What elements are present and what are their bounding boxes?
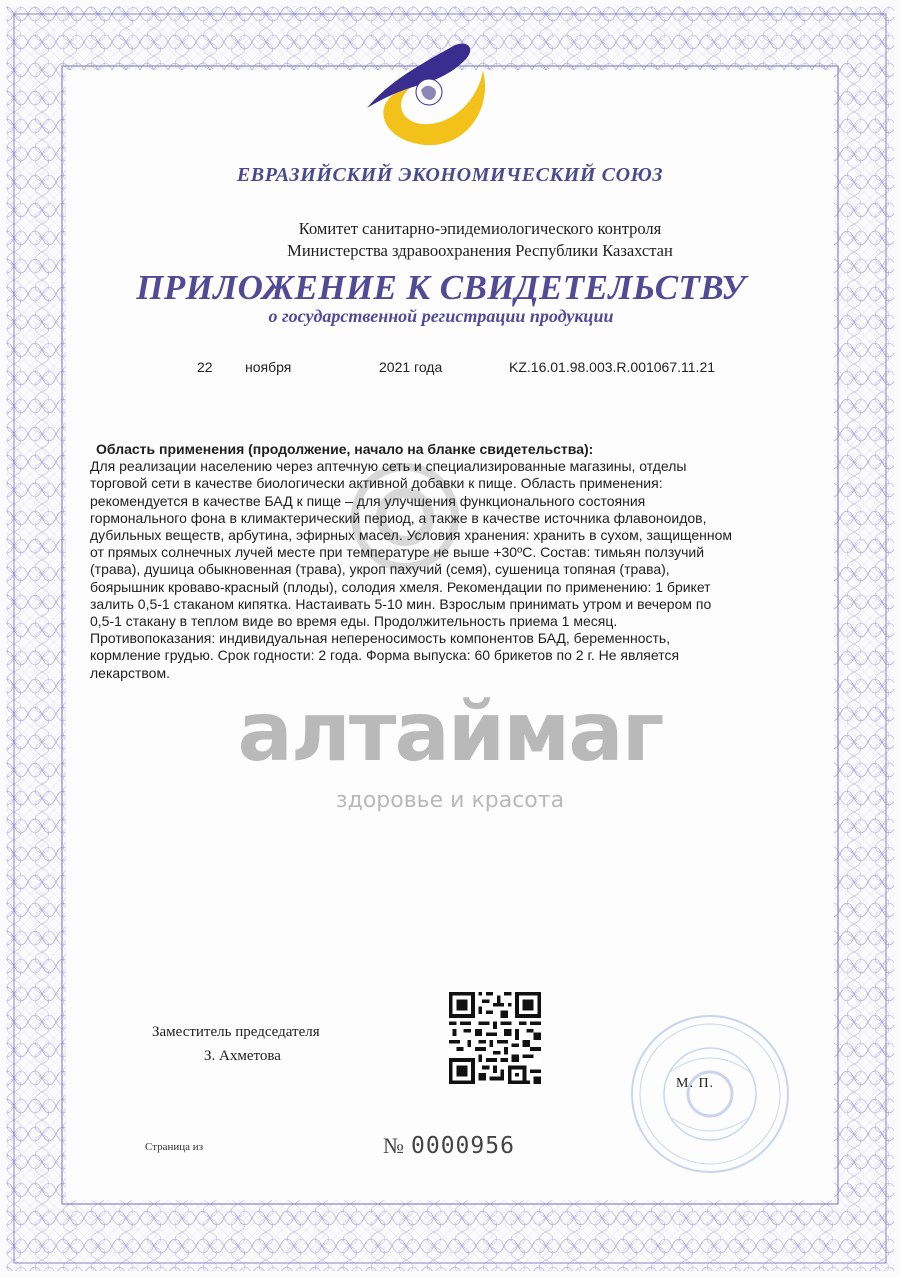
body-line: от прямых солнечных лучей месте при температуре не выше +30ºС. Состав: тимьян ползучий [90, 544, 705, 561]
signatory-role: Заместитель председателя [152, 1024, 320, 1040]
body-line: (трава), душица обыкновенная (трава), укроп пахучий (семя), сушеница топяная (трава), [90, 561, 670, 578]
body-line: дубильных веществ, арбутина, эфирных масел. Условия хранения: хранить в сухом, защищенном [90, 527, 733, 544]
page-of-label: Страница из [145, 1141, 204, 1153]
qr-code-icon [449, 992, 541, 1084]
date-row [0, 359, 900, 379]
date-day: 22 [197, 359, 213, 375]
form-serial-number [383, 1133, 515, 1159]
body-line: Противопоказания: индивидуальная непереносимость компонентов БАД, беременность, [90, 630, 671, 647]
eurasian-union-logo-icon [355, 40, 495, 145]
body-line: лекарством. [90, 664, 170, 681]
body-line: боярышник кроваво-красный (плоды), солодия хмеля. Рекомендации по применению: 1 брикет [90, 578, 711, 595]
document-title: ПРИЛОЖЕНИЕ К СВИДЕТЕЛЬСТВУ [136, 268, 746, 307]
signatory-name: З. Ахметова [204, 1048, 281, 1064]
document-subtitle: о государственной регистрации продукции [268, 306, 614, 326]
body-line: торговой сети в качестве биологически активной добавки к пище. Область применения: [90, 475, 663, 492]
body-text [90, 441, 820, 682]
committee-line-1: Комитет санитарно-эпидемиологического контроля [298, 219, 662, 238]
body-line: 0,5-1 стакану в теплом виде во время еды. Продолжительность приема 1 месяц. [90, 613, 618, 630]
registration-number: KZ.16.01.98.003.R.001067.11.21 [509, 359, 716, 375]
body-line: залить 0,5-1 стаканом кипятка. Настаивать 5-10 мин. Взрослым принимать утром и вечером по [90, 595, 712, 612]
number-sign: № [383, 1133, 405, 1158]
union-name: ЕВРАЗИЙСКИЙ ЭКОНОМИЧЕСКИЙ СОЮЗ [236, 164, 664, 186]
body-heading: Область применения (продолжение, начало на бланке свидетельства): [96, 441, 594, 457]
watermark-tagline: здоровье и красота [335, 788, 565, 813]
stamp-place-label: М. П. [676, 1076, 715, 1091]
date-year: 2021 года [379, 359, 443, 375]
official-seal-icon [610, 1014, 790, 1179]
body-line: Для реализации населению через аптечную сеть и специализированные магазины, отделы [90, 458, 687, 475]
date-month: ноября [245, 359, 292, 375]
committee-name [0, 218, 900, 262]
body-line: гормонального фона в климактерический период, а также в качестве источника флавоноидов, [90, 509, 707, 526]
serial-number-value: 0000956 [411, 1133, 515, 1159]
body-line: кормление грудью. Срок годности: 2 года. Форма выпуска: 60 брикетов по 2 г. Не является [90, 647, 680, 664]
committee-line-2: Министерства здравоохранения Республики Казахстан [287, 241, 673, 260]
body-line: рекомендуется в качестве БАД к пище – для улучшения функционального состояния [90, 492, 646, 509]
watermark-brand: алтаймаг [237, 685, 663, 780]
